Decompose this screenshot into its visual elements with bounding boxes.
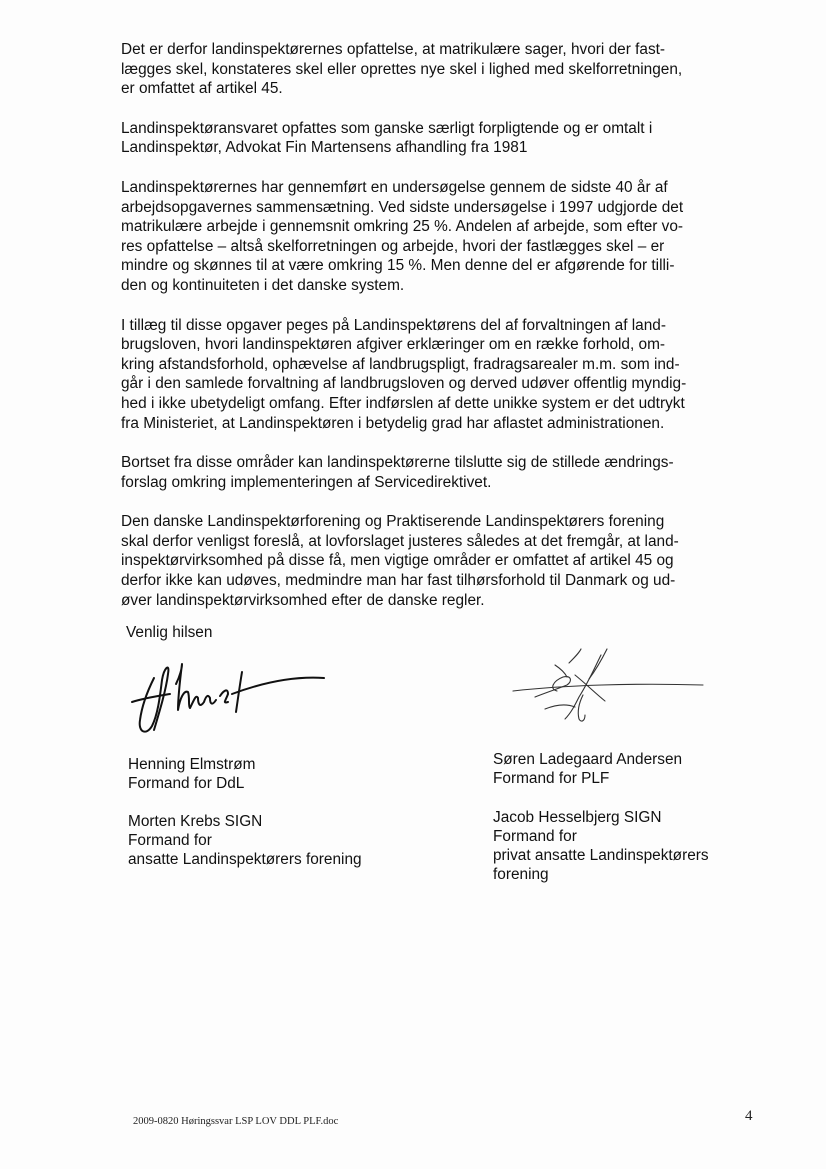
closing-greeting: Venlig hilsen — [126, 624, 213, 641]
text-line: res opfattelse – altså skelforretningen og arbejde, hvori der fastlægges skel – er — [121, 237, 665, 255]
text-line: brugsloven, hvori landinspektøren afgiver erklæringer om en række forhold, om- — [121, 336, 666, 354]
signatory-organisation: forening — [493, 866, 549, 883]
text-line: Den danske Landinspektørforening og Praktiserende Landinspektørers forening — [121, 513, 665, 531]
text-line: forslag omkring implementeringen af Servicedirektivet. — [121, 473, 492, 491]
page-number: 4 — [745, 1108, 753, 1124]
signatory-soren — [493, 750, 682, 788]
signatory-title: Formand for — [128, 832, 212, 849]
text-line: øver landinspektørvirksomhed efter de danske regler. — [121, 591, 485, 609]
signatory-organisation: ansatte Landinspektørers forening — [128, 851, 362, 868]
text-line: Landinspektøransvaret opfattes som ganske særligt forpligtende og er omtalt i — [121, 119, 653, 137]
text-line: Landinspektørernes har gennemført en undersøgelse gennem de sidste 40 år af — [121, 178, 668, 196]
text-line: fra Ministeriet, at Landinspektøren i betydelig grad har aflastet administrationen. — [121, 414, 665, 432]
paragraph-4 — [121, 316, 746, 434]
signatory-morten — [128, 812, 362, 869]
text-line: Bortset fra disse områder kan landinspektørerne tilslutte sig de stillede ændrings- — [121, 454, 674, 472]
text-line: hed i ikke ubetydeligt omfang. Efter indførslen af dette unikke system er det udtrykt — [121, 394, 685, 412]
text-line: kring afstandsforhold, ophævelse af landbrugspligt, fradragsarealer m.m. som ind- — [121, 355, 680, 373]
signatory-name: Jacob Hesselbjerg SIGN — [493, 809, 662, 826]
text-line: den og kontinuiteten i det danske system. — [121, 276, 405, 294]
text-line: Landinspektør, Advokat Fin Martensens afhandling fra 1981 — [121, 139, 528, 157]
text-line: skal derfor venligst foreslå, at lovforslaget justeres således at det fremgår, at land- — [121, 532, 679, 550]
text-line: matrikulære arbejde i gennemsnit omkring 25 %. Andelen af arbejde, som efter vo- — [121, 218, 684, 236]
paragraph-3 — [121, 178, 746, 296]
text-line: lægges skel, konstateres skel eller oprettes nye skel i lighed med skelforretningen, — [121, 60, 683, 78]
signatory-title: Formand for DdL — [128, 775, 245, 792]
signatory-title: Formand for — [493, 828, 577, 845]
paragraph-1 — [121, 40, 746, 99]
letter-body — [121, 40, 746, 630]
handwritten-signature-left — [124, 650, 334, 740]
paragraph-5 — [121, 453, 746, 492]
text-line: mindre og skønnes til at være omkring 15 %. Men denne del er afgørende for tilli- — [121, 257, 675, 275]
footer-filename: 2009-0820 Høringssvar LSP LOV DDL PLF.doc — [133, 1116, 339, 1127]
text-line: er omfattet af artikel 45. — [121, 80, 283, 98]
handwritten-signature-right — [505, 645, 710, 730]
paragraph-2 — [121, 119, 746, 158]
signatory-name: Morten Krebs SIGN — [128, 813, 263, 830]
signatory-title: Formand for PLF — [493, 770, 610, 787]
signatory-jacob — [493, 808, 709, 884]
text-line: inspektørvirksomhed på disse få, men vigtige områder er omfattet af artikel 45 og — [121, 552, 674, 570]
paragraph-6 — [121, 512, 746, 610]
signatory-name: Henning Elmstrøm — [128, 756, 256, 773]
text-line: arbejdsopgavernes sammensætning. Ved sidste undersøgelse i 1997 udgjorde det — [121, 198, 684, 216]
text-line: derfor ikke kan udøves, medmindre man har fast tilhørsforhold til Danmark og ud- — [121, 572, 676, 590]
text-line: Det er derfor landinspektørernes opfattelse, at matrikulære sager, hvori der fast- — [121, 41, 666, 58]
signatory-name: Søren Ladegaard Andersen — [493, 751, 683, 768]
text-line: går i den samlede forvaltning af landbrugsloven og derved udøver offentlig myndig- — [121, 375, 687, 393]
signatory-organisation: privat ansatte Landinspektørers — [493, 847, 709, 864]
signatory-henning — [128, 755, 255, 793]
text-line: I tillæg til disse opgaver peges på Landinspektørens del af forvaltningen af land- — [121, 316, 666, 334]
